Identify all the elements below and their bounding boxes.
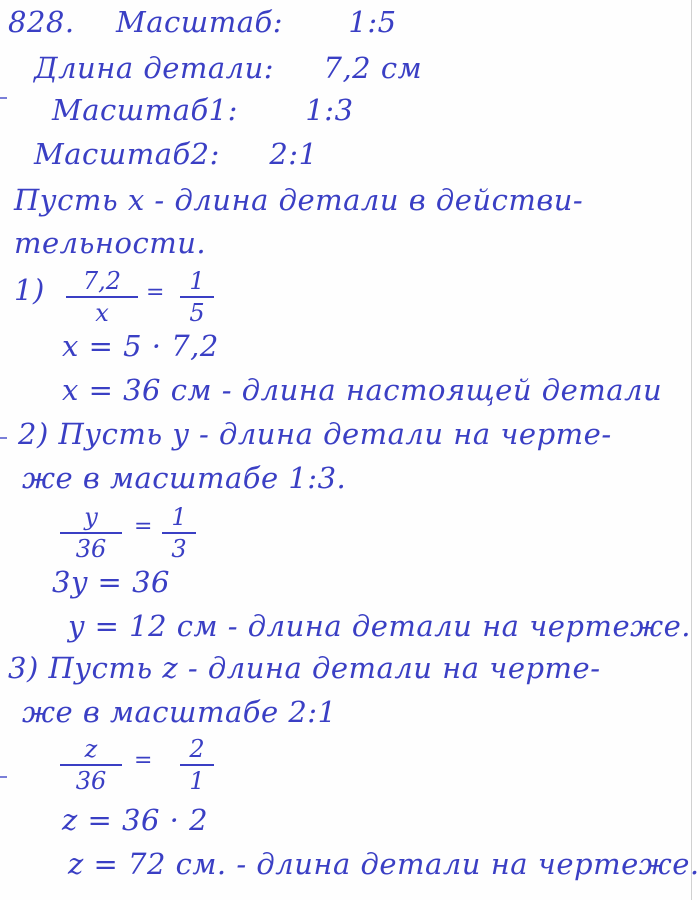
fraction-denominator: 36: [75, 535, 107, 563]
fraction-bar: [162, 532, 196, 534]
step3-fraction-right: [180, 736, 214, 794]
scale2-value: 2:1: [269, 137, 318, 171]
scale-label: Масштаб:: [116, 5, 283, 39]
problem-number: 828.: [8, 5, 75, 39]
fraction-denominator: 36: [75, 767, 107, 795]
margin-tick: [0, 97, 7, 99]
fraction-denominator: x: [95, 299, 109, 327]
scale-value: 1:5: [348, 5, 397, 39]
fraction-denominator: 3: [171, 535, 187, 563]
length-label: Длина детали:: [34, 51, 275, 85]
step2-line-3: 3y = 36: [52, 565, 170, 599]
step2-line-1: 2) Пусть y - длина детали на черте-: [18, 417, 612, 451]
fraction-denominator: 5: [189, 299, 205, 327]
page-edge-line: [691, 0, 692, 900]
fraction-denominator: 1: [189, 767, 205, 795]
fraction-numerator: y: [84, 503, 98, 531]
step2-equals: =: [134, 514, 153, 539]
given-scale1-line: [52, 90, 354, 130]
step1-line-3: x = 36 см - длина настоящей детали: [62, 373, 663, 407]
step3-line-1: 3) Пусть z - длина детали на черте-: [8, 651, 601, 685]
step1-fraction-left: [66, 268, 138, 326]
margin-tick: [0, 776, 7, 778]
step2-fraction-right: [162, 504, 196, 562]
given-scale-line: [8, 2, 397, 42]
scale1-value: 1:3: [305, 93, 354, 127]
step3-line-3: z = 36 · 2: [62, 803, 209, 837]
step1-line-2: x = 5 · 7,2: [62, 329, 219, 363]
fraction-numerator: 7,2: [82, 267, 122, 295]
step3-line-2: же в масштабе 2:1: [22, 695, 337, 729]
length-value: 7,2 см: [323, 51, 423, 85]
fraction-bar: [60, 532, 122, 534]
scale1-label: Масштаб1:: [52, 93, 238, 127]
step2-line-4: y = 12 см - длина детали на чертеже.: [68, 609, 691, 643]
step1-equals: =: [146, 280, 165, 305]
fraction-bar: [180, 296, 214, 298]
step3-fraction-left: [60, 736, 122, 794]
fraction-bar: [180, 764, 214, 766]
step2-fraction-left: [60, 504, 122, 562]
fraction-numerator: 1: [189, 267, 205, 295]
given-scale2-line: [34, 134, 318, 174]
given-length-line: [34, 48, 422, 88]
fraction-bar: [60, 764, 122, 766]
step2-line-2: же в масштабе 1:3.: [22, 461, 347, 495]
step3-line-4: z = 72 см. - длина детали на чертеже.: [68, 847, 700, 881]
step3-equals: =: [134, 748, 153, 773]
margin-tick: [0, 437, 7, 439]
fraction-numerator: 1: [171, 503, 187, 531]
fraction-numerator: 2: [189, 735, 205, 763]
fraction-bar: [66, 296, 138, 298]
fraction-numerator: z: [84, 735, 98, 763]
step1-number: 1): [14, 273, 45, 307]
intro-line-2: тельности.: [14, 226, 207, 260]
intro-line-1: Пусть x - длина детали в действи-: [14, 183, 584, 217]
step1-fraction-right: [180, 268, 214, 326]
scale2-label: Масштаб2:: [34, 137, 220, 171]
